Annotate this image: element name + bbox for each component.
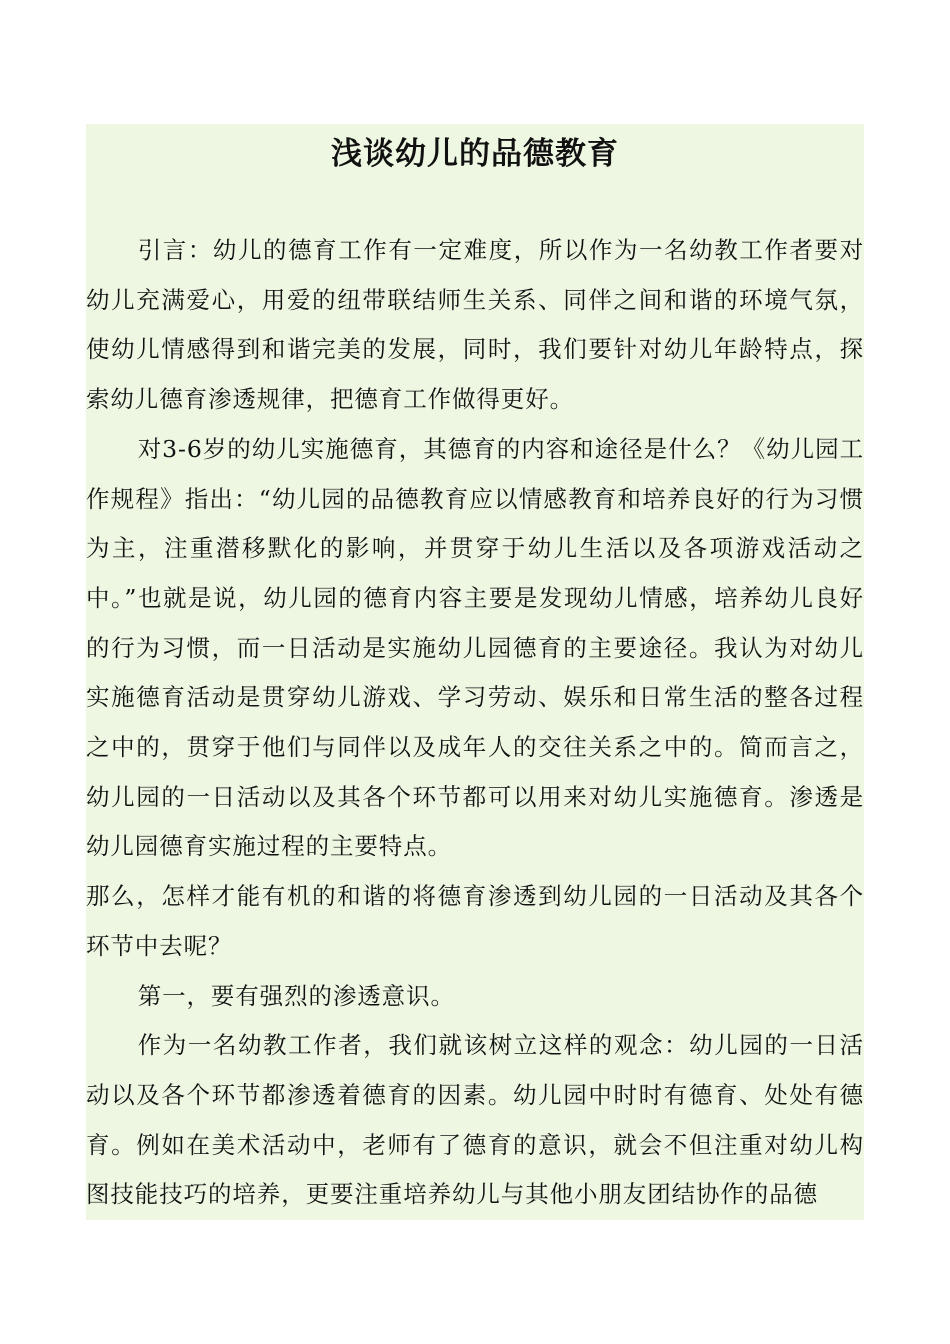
paragraph-question: 那么，怎样才能有机的和谐的将德育渗透到幼儿园的一日活动及其各个环节中去呢？ [86, 882, 864, 960]
document-page [86, 124, 864, 1220]
paragraph-point-one-body: 作为一名幼教工作者，我们就该树立这样的观念：幼儿园的一日活动以及各个环节都渗透着德育的因素。幼儿园中时时有德育、处处有德育。例如在美术活动中，老师有了德育的意识，就会不但注重对幼儿构图技能技巧的培养，更要注重培养幼儿与其他小朋友团结协作的品德 [86, 1031, 864, 1209]
document-body [86, 226, 864, 1220]
paragraph-point-one-heading: 第一，要有强烈的渗透意识。 [137, 981, 455, 1010]
paragraph-intro: 引言：幼儿的德育工作有一定难度，所以作为一名幼教工作者要对幼儿充满爱心，用爱的纽带联结师生关系、同伴之间和谐的环境气氛，使幼儿情感得到和谐完美的发展，同时，我们要针对幼儿年龄特点，探索幼儿德育渗透规律，把德育工作做得更好。 [86, 236, 864, 414]
document-title: 浅谈幼儿的品德教育 [331, 136, 619, 172]
paragraph-content-and-approach: 对3-6岁的幼儿实施德育，其德育的内容和途径是什么？《幼儿园工作规程》指出：“幼儿园的品德教育应以情感教育和培养良好的行为习惯为主，注重潜移默化的影响，并贯穿于幼儿生活以及各项游戏活动之中。”也就是说，幼儿园的德育内容主要是发现幼儿情感，培养幼儿良好的行为习惯，而一日活动是实施幼儿园德育的主要途径。我认为对幼儿实施德育活动是贯穿幼儿游戏、学习劳动、娱乐和日常生活的整各过程之中的，贯穿于他们与同伴以及成年人的交往关系之中的。简而言之，幼儿园的一日活动以及其各个环节都可以用来对幼儿实施德育。渗透是幼儿园德育实施过程的主要特点。 [86, 434, 864, 861]
